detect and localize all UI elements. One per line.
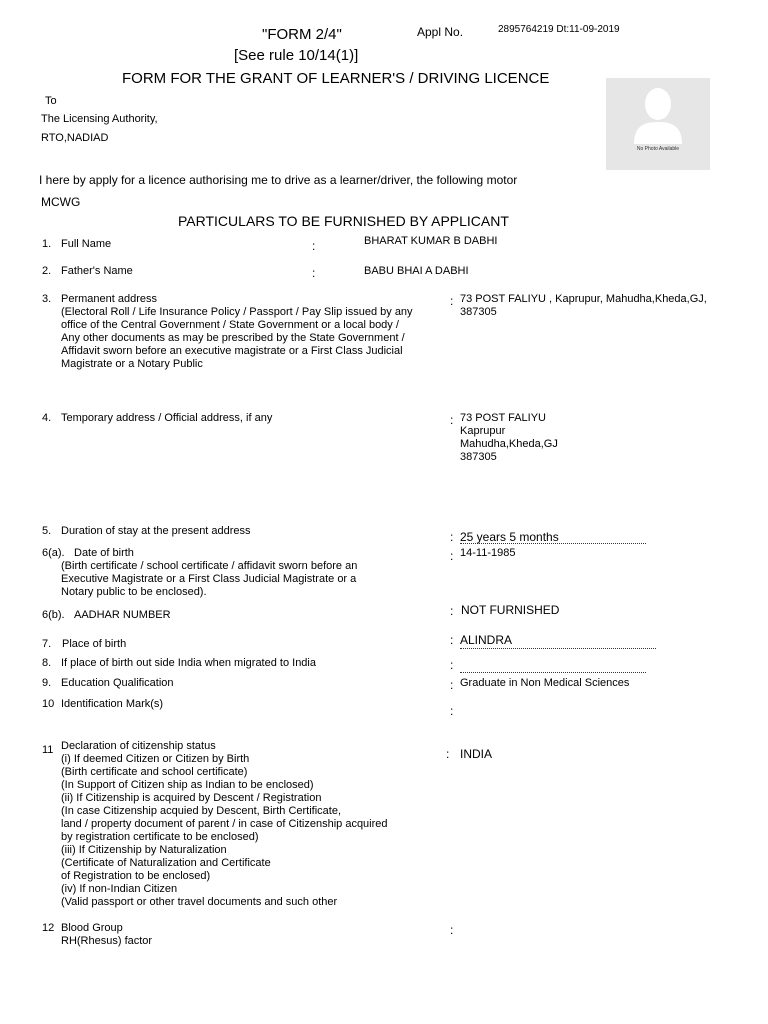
appl-no-value: 2895764219 Dt:11-09-2019 [498, 24, 620, 35]
field-12-number: 12 [42, 922, 55, 934]
applicant-photo [606, 78, 710, 170]
colon: : [450, 530, 454, 544]
section-title: PARTICULARS TO BE FURNISHED BY APPLICANT [178, 213, 509, 229]
colon: : [450, 413, 454, 427]
duration-of-stay-line [460, 528, 646, 544]
field-2-number: 2. [42, 265, 52, 277]
fathers-name-value: BABU BHAI A DABHI [364, 265, 469, 277]
duration-of-stay-value: 25 years 5 months [460, 530, 559, 544]
colon: : [446, 747, 450, 761]
date-of-birth-label: Date of birth [74, 547, 134, 559]
field-7-number: 7. [42, 638, 52, 650]
date-of-birth-note: (Birth certificate / school certificate / affidavit sworn before an Executive Magistrate or a First Class Judicial Magistrate or a Notary public to be enclosed). [61, 560, 358, 598]
date-of-birth-value: 14-11-1985 [460, 547, 516, 559]
colon: : [450, 294, 454, 308]
migrated-to-india-label: If place of birth out side India when migrated to India [61, 657, 316, 669]
application-intro: I here by apply for a licence authorising me to drive as a learner/driver, the following motor [39, 173, 518, 187]
full-name-label: Full Name [61, 238, 112, 250]
aadhar-number-value: NOT FURNISHED [461, 603, 560, 617]
colon: : [450, 604, 454, 618]
form-title: FORM FOR THE GRANT OF LEARNER'S / DRIVING LICENCE [122, 70, 550, 87]
rh-factor-label: RH(Rhesus) factor [61, 935, 153, 947]
blood-group-label: Blood Group [61, 922, 123, 934]
citizenship-note: (i) If deemed Citizen or Citizen by Birth (Birth certificate and school certificate) (In Support of Citizen ship as Indian to be enclosed) (ii) If Citizenship is acquired by Descent / Registration (In case Citizenship acquied by Descent, Birth Certificate, land / property document of parent / in case of Citizenship acquired by registration certificate to be enclosed) (iii) If Citizenship by Naturalization (Certificate of Naturalization and Certificate of Registration to be enclosed) (iv) If non-Indian Citizen (Valid passport or other travel documents and such other [61, 753, 388, 908]
permanent-address-value: 73 POST FALIYU , Kaprupur, Mahudha,Kheda,GJ, 387305 [460, 293, 707, 318]
colon: : [312, 266, 316, 280]
form-number: "FORM 2/4" [262, 26, 342, 43]
permanent-address-note: (Electoral Roll / Life Insurance Policy / Passport / Pay Slip issued by any office of the Central Government / State Government or a local body / Any other documents as may be prescribed by the State Government / Affidavit sworn before an executive magistrate or a First Class Judicial Magistrate or a Notary Public [61, 306, 413, 370]
temporary-address-label: Temporary address / Official address, if any [61, 412, 273, 424]
vehicle-class: MCWG [41, 195, 81, 209]
permanent-address-label: Permanent address [61, 293, 157, 305]
colon: : [312, 239, 316, 253]
colon: : [450, 549, 454, 563]
rto-office: RTO,NADIAD [41, 132, 109, 144]
field-3-number: 3. [42, 293, 52, 305]
place-of-birth-line [460, 631, 656, 649]
field-8-number: 8. [42, 657, 52, 669]
temporary-address-value: 73 POST FALIYU Kaprupur Mahudha,Kheda,GJ 387305 [460, 412, 558, 463]
colon: : [450, 678, 454, 692]
place-of-birth-value: ALINDRA [460, 633, 513, 647]
fathers-name-label: Father's Name [61, 265, 133, 277]
citizenship-value: INDIA [460, 747, 493, 761]
licensing-authority: The Licensing Authority, [41, 113, 158, 125]
photo-caption: No Photo Available [636, 146, 680, 152]
education-value: Graduate in Non Medical Sciences [460, 677, 630, 689]
place-of-birth-label: Place of birth [62, 638, 127, 650]
colon: : [450, 704, 454, 718]
migrated-to-india-line [460, 658, 646, 673]
identification-marks-label: Identification Mark(s) [61, 698, 164, 710]
field-10-number: 10 [42, 698, 55, 710]
field-5-number: 5. [42, 525, 52, 537]
citizenship-label: Declaration of citizenship status [61, 740, 216, 752]
person-silhouette-icon [606, 78, 710, 170]
field-11-number: 11 [42, 744, 54, 756]
field-6a-number: 6(a). [42, 547, 65, 559]
aadhar-number-label: AADHAR NUMBER [74, 609, 171, 621]
education-label: Education Qualification [61, 677, 174, 689]
field-6b-number: 6(b). [42, 609, 65, 621]
appl-no-label: Appl No. [417, 25, 464, 39]
to-label: To [45, 95, 57, 107]
duration-of-stay-label: Duration of stay at the present address [61, 525, 251, 537]
field-9-number: 9. [42, 677, 52, 689]
colon: : [450, 633, 454, 647]
rule-reference: [See rule 10/14(1)] [234, 47, 359, 64]
field-4-number: 4. [42, 412, 52, 424]
colon: : [450, 923, 454, 937]
field-1-number: 1. [42, 238, 52, 250]
colon: : [450, 658, 454, 672]
full-name-value: BHARAT KUMAR B DABHI [364, 235, 498, 247]
